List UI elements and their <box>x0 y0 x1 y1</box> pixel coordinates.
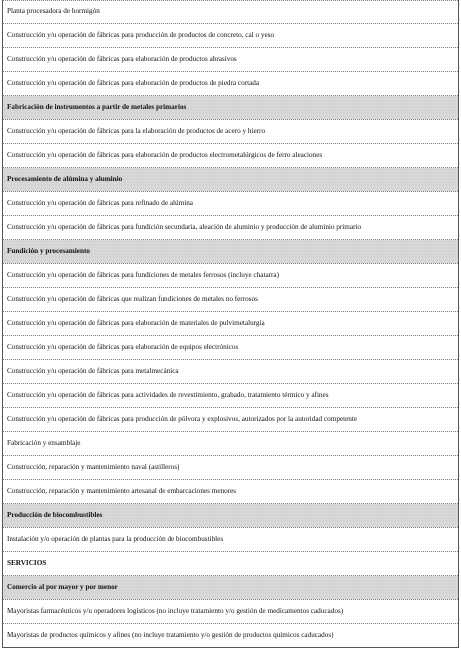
section-header-row <box>3 576 459 600</box>
table-row <box>3 624 459 648</box>
table-row <box>3 1 459 24</box>
activity-table <box>2 0 459 648</box>
table-cell: Instalación y/o operación de plantas para la producción de biocombustibles <box>3 528 459 552</box>
table-cell: Construcción, reparación y mantenimiento artesanal de embarcaciones menores <box>3 480 459 504</box>
section-header-cell: Fabricación de instrumentos a partir de metales primarios <box>3 96 459 120</box>
table-cell: Construcción y/u operación de fábricas para elaboración de productos de piedra cortada <box>3 72 459 96</box>
table-row <box>3 408 459 432</box>
table-row <box>3 336 459 360</box>
section-header-cell: Comercio al por mayor y por menor <box>3 576 459 600</box>
table-row <box>3 552 459 576</box>
table-cell: Construcción y/u operación de fábricas para refinado de alúmina <box>3 192 459 216</box>
table-cell: Construcción y/u operación de fábricas para fundición secundaria, aleación de aluminio y producción de aluminio primario <box>3 216 459 240</box>
activity-table-body <box>3 1 459 648</box>
table-row <box>3 600 459 624</box>
table-row <box>3 24 459 48</box>
table-row <box>3 192 459 216</box>
table-row <box>3 384 459 408</box>
table-cell: Mayoristas de productos químicos y afines (no incluye tratamiento y/o gestión de productos químicos caducados) <box>3 624 459 648</box>
table-cell: Construcción y/u operación de fábricas que realizan fundiciones de metales no ferrosos <box>3 288 459 312</box>
table-cell: SERVICIOS <box>3 552 459 576</box>
section-header-row <box>3 96 459 120</box>
table-cell: Construcción y/u operación de fábricas para fundiciones de metales ferrosos (incluye chatarra) <box>3 264 459 288</box>
table-row <box>3 48 459 72</box>
table-row <box>3 480 459 504</box>
table-row <box>3 288 459 312</box>
section-header-cell: Fundición y procesamiento <box>3 240 459 264</box>
table-row <box>3 312 459 336</box>
table-cell: Construcción y/u operación de fábricas para elaboración de productos abrasivos <box>3 48 459 72</box>
table-row <box>3 216 459 240</box>
section-header-row <box>3 168 459 192</box>
table-cell: Construcción, reparación y mantenimiento naval (astilleros) <box>3 456 459 480</box>
table-row <box>3 432 459 456</box>
table-row <box>3 360 459 384</box>
document-page <box>2 0 459 648</box>
table-cell: Construcción y/u operación de fábricas para metalmecánica <box>3 360 459 384</box>
table-row <box>3 120 459 144</box>
table-cell: Fabricación y ensamblaje <box>3 432 459 456</box>
table-row <box>3 528 459 552</box>
section-header-cell: Producción de biocombustibles <box>3 504 459 528</box>
table-cell: Mayoristas farmacéuticos y/u operadores logísticos (no incluye tratamiento y/o gestión de medicamentos caducados) <box>3 600 459 624</box>
section-header-row <box>3 504 459 528</box>
table-cell: Planta procesadora de hormigón <box>3 1 459 24</box>
table-cell: Construcción y/u operación de fábricas para producción de pólvora y explosivos, autorizados por la autoridad competente <box>3 408 459 432</box>
table-row <box>3 72 459 96</box>
section-header-cell: Procesamiento de alúmina y aluminio <box>3 168 459 192</box>
table-row <box>3 264 459 288</box>
table-cell: Construcción y/u operación de fábricas para elaboración de equipos electrónicos <box>3 336 459 360</box>
section-header-row <box>3 240 459 264</box>
table-row <box>3 144 459 168</box>
table-cell: Construcción y/u operación de fábricas para la elaboración de productos de acero y hierro <box>3 120 459 144</box>
table-cell: Construcción y/u operación de fábricas para producción de productos de concreto, cal o yeso <box>3 24 459 48</box>
table-cell: Construcción y/u operación de fábricas para elaboración de materiales de pulvimetalurgía <box>3 312 459 336</box>
table-row <box>3 456 459 480</box>
table-cell: Construcción y/u operación de fábricas para elaboración de productos electrometalúrgicos de ferro aleaciones <box>3 144 459 168</box>
table-cell: Construcción y/u operación de fábricas para actividades de revestimiento, grabado, tratamiento térmico y afines <box>3 384 459 408</box>
